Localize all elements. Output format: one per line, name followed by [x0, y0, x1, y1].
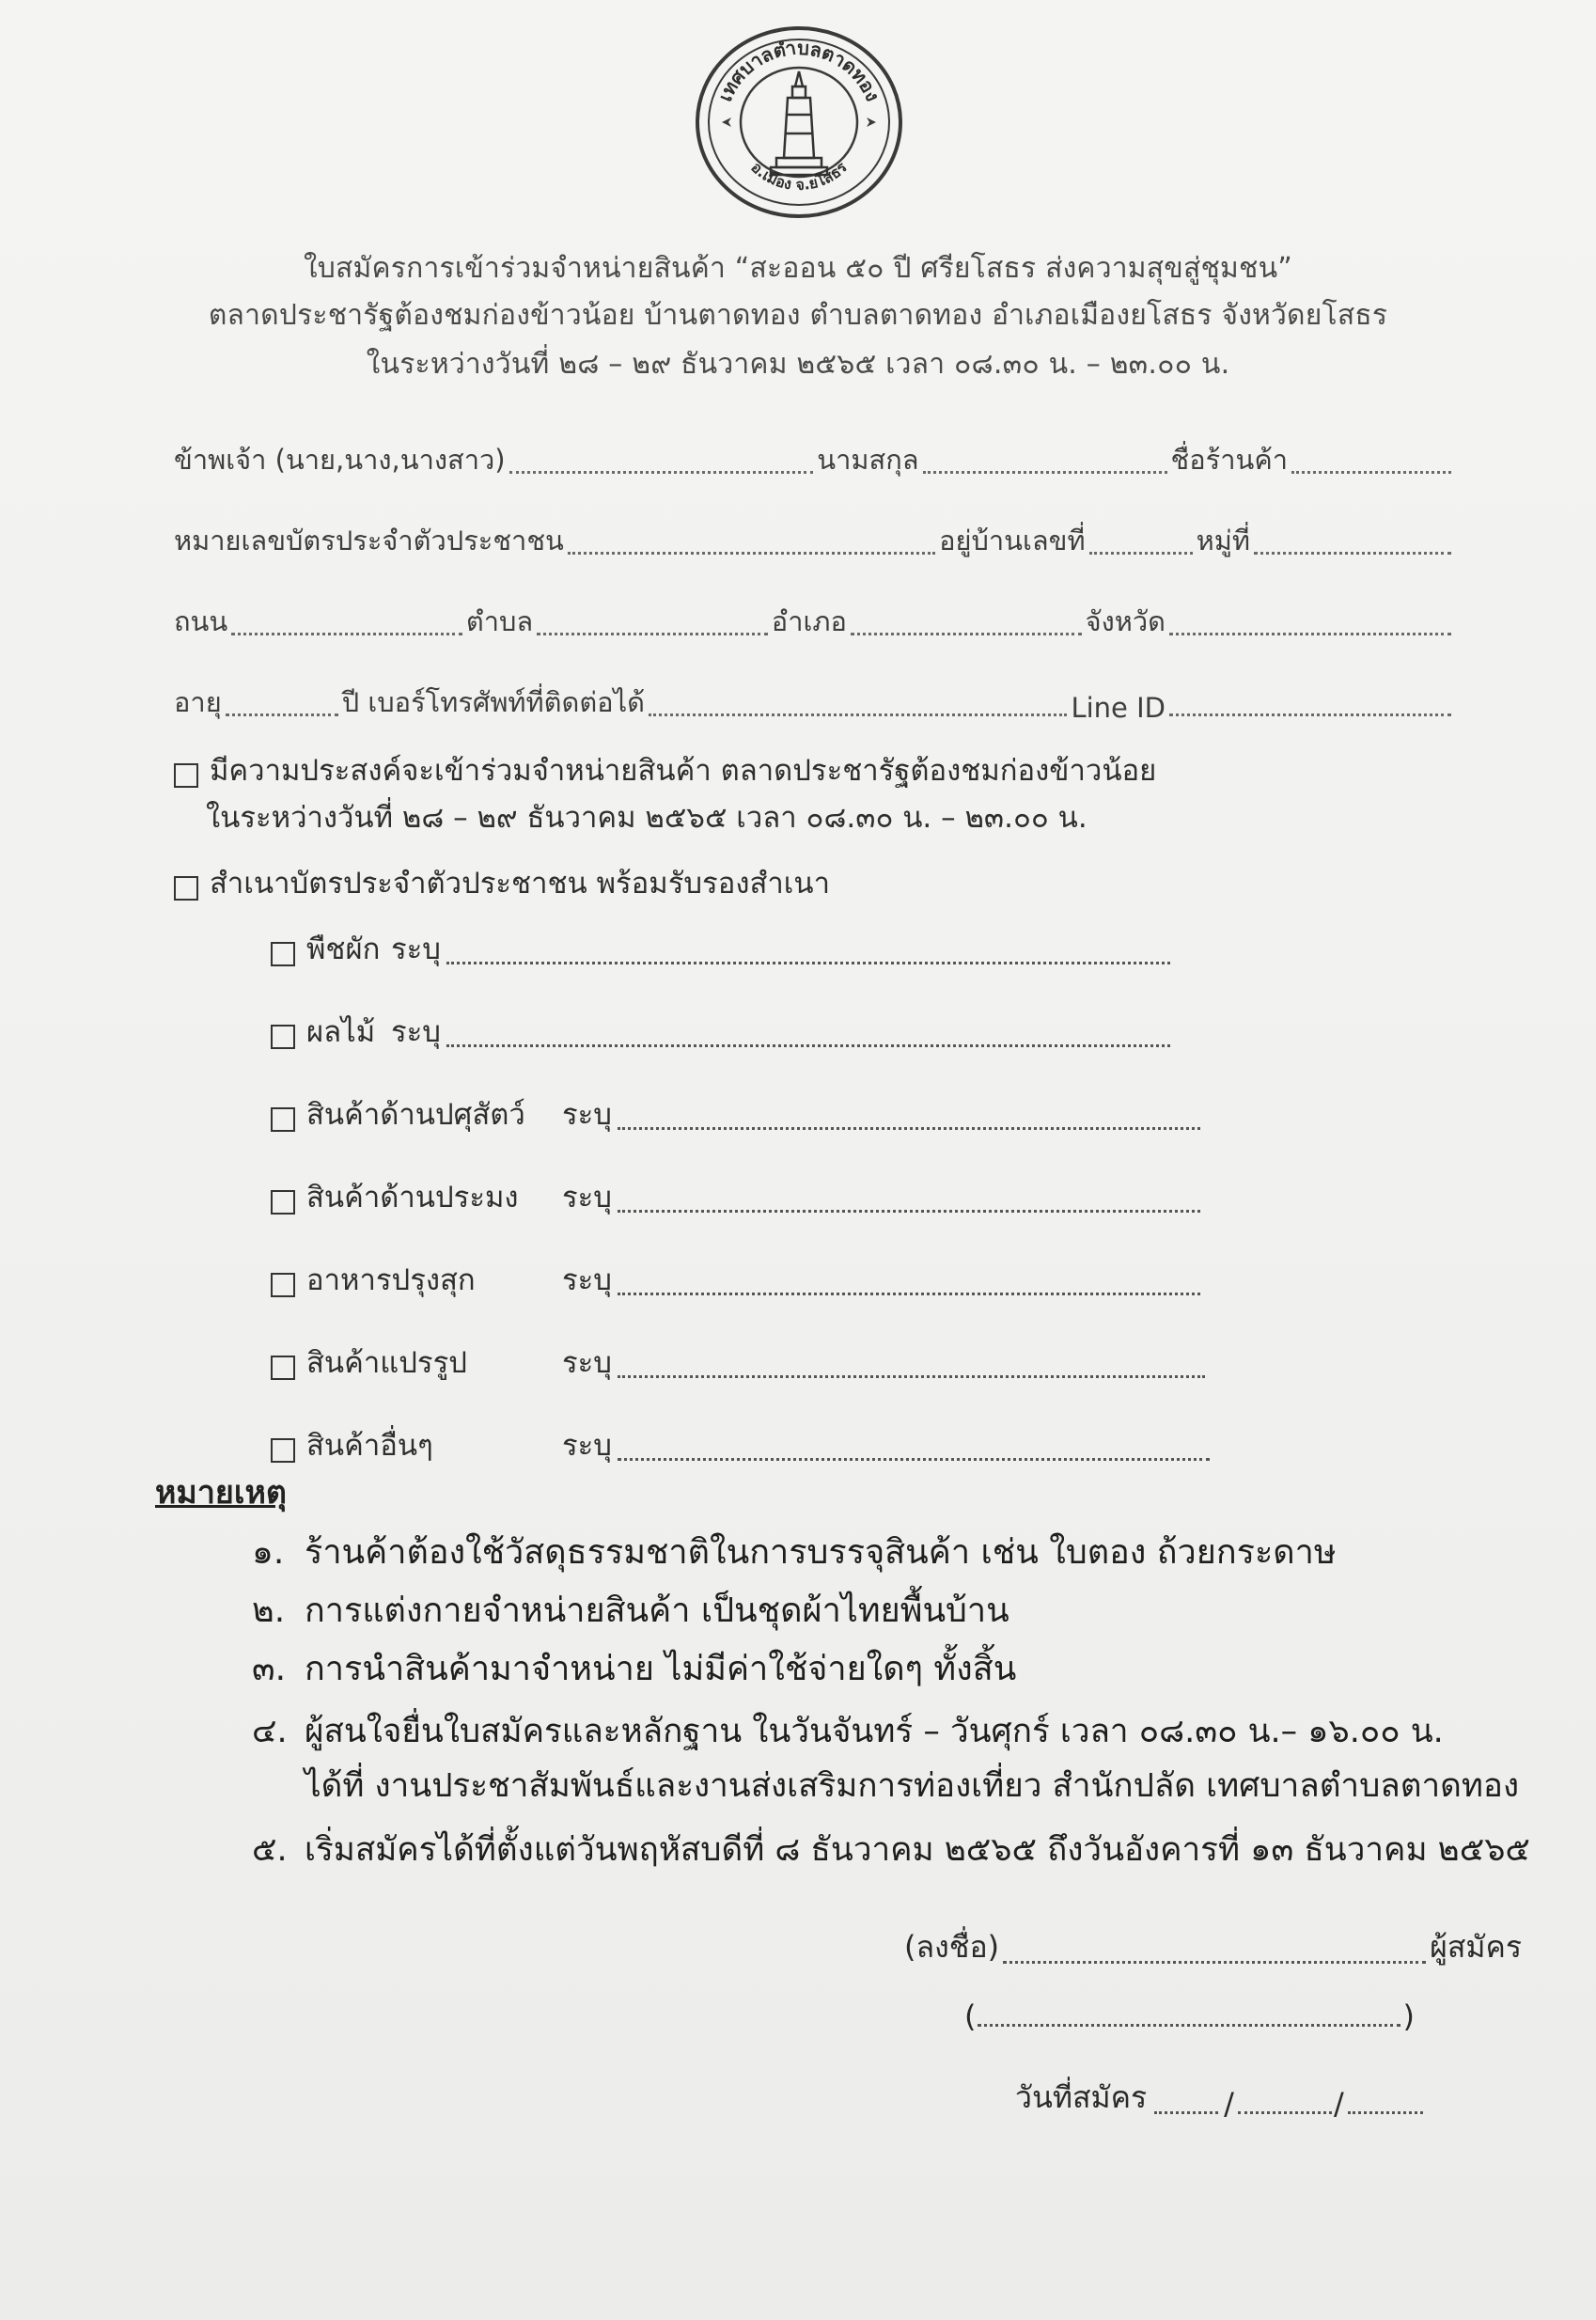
surname-field[interactable]: [923, 471, 1167, 474]
product-item: [271, 1421, 1210, 1468]
field-row-id: [174, 519, 1455, 562]
line-id-field[interactable]: [1169, 713, 1451, 716]
date-separator: /: [1224, 2086, 1234, 2122]
product-label: สินค้าอื่นๆ: [306, 1429, 433, 1463]
printed-name-line: [964, 1999, 1415, 2034]
product-checkbox[interactable]: [271, 1273, 295, 1297]
intent-text-line2: ในระหว่างวันที่ ๒๘ – ๒๙ ธันวาคม ๒๕๖๕ เวลา ๐๘.๓๐ น. – ๒๓.๐๐ น.: [206, 801, 1087, 835]
age-field[interactable]: [226, 713, 338, 716]
house-number-label: อยู่บ้านเลขที่: [939, 525, 1086, 556]
note-item: [252, 1583, 1009, 1637]
phone-label: ปี เบอร์โทรศัพท์ที่ติดต่อได้: [341, 686, 646, 718]
product-item: [271, 925, 1170, 972]
shop-name-label: ชื่อร้านค้า: [1170, 444, 1288, 476]
note-text: ร้านค้าต้องใช้วัสดุธรรมชาติในการบรรจุสินค้า เช่น ใบตอง ถ้วยกระดาษ: [305, 1533, 1337, 1572]
product-item: [271, 1008, 1170, 1055]
notes-title: หมายเหตุ: [155, 1474, 287, 1512]
id-copy-option: [174, 859, 830, 906]
road-field[interactable]: [231, 633, 462, 635]
note-item: [252, 1525, 1337, 1578]
field-row-name: [174, 438, 1455, 481]
paren-open: (: [964, 1999, 977, 2034]
note-item: [252, 1824, 1530, 1875]
form-title-line2: ตลาดประชารัฐต้องชมก่องข้าวน้อย บ้านตาดทอง ตำบลตาดทอง อำเภอเมืองยโสธร จังหวัดยโสธร: [208, 299, 1388, 332]
product-specify-field[interactable]: [446, 961, 1170, 964]
field-row-contact: [174, 681, 1455, 724]
road-label: ถนน: [174, 605, 228, 637]
surname-label: นามสกุล: [817, 444, 919, 476]
field-row-address: [174, 600, 1455, 643]
product-checkbox[interactable]: [271, 1190, 295, 1215]
note-text: ผู้สนใจยื่นใบสมัครและหลักฐาน ในวันจันทร์ – วันศุกร์ เวลา ๐๘.๓๐ น.– ๑๖.๐๐ น.: [305, 1713, 1444, 1750]
signature-suffix: ผู้สมัคร: [1430, 1929, 1523, 1965]
product-item: [271, 1339, 1205, 1386]
specify-label: ระบุ: [562, 1429, 612, 1463]
village-no-field[interactable]: [1254, 552, 1451, 555]
svg-text:อ.เมือง จ.ยโสธร: [747, 158, 851, 194]
province-field[interactable]: [1169, 633, 1451, 635]
product-label: สินค้าด้านปศุสัตว์: [306, 1098, 525, 1132]
application-date-label: วันที่สมัคร: [1015, 2079, 1148, 2115]
signature-line: [904, 1923, 1522, 1971]
note-text: การนำสินค้ามาจำหน่าย ไม่มีค่าใช้จ่ายใดๆ ทั้งสิ้น: [305, 1650, 1017, 1688]
printed-name-field[interactable]: [978, 2023, 1400, 2027]
product-specify-field[interactable]: [618, 1292, 1200, 1295]
intent-checkbox[interactable]: [174, 763, 198, 788]
note-text: การแต่งกายจำหน่ายสินค้า เป็นชุดผ้าไทยพื้นบ้าน: [305, 1591, 1009, 1630]
product-checkbox[interactable]: [271, 1107, 295, 1132]
product-checkbox[interactable]: [271, 1356, 295, 1380]
note-text: เริ่มสมัครได้ที่ตั้งแต่วันพฤหัสบดีที่ ๘ ธันวาคม ๒๕๖๕ ถึงวันอังคารที่ ๑๓ ธันวาคม ๒๕๖๕: [305, 1831, 1530, 1869]
intent-text-line1: มีความประสงค์จะเข้าร่วมจำหน่ายสินค้า ตลาดประชารัฐต้องชมก่องข้าวน้อย: [210, 754, 1157, 788]
application-date-line: [1015, 2074, 1423, 2122]
specify-label: ระบุ: [562, 1263, 612, 1297]
name-field[interactable]: [509, 471, 814, 474]
house-number-field[interactable]: [1089, 552, 1193, 555]
product-specify-field[interactable]: [446, 1043, 1170, 1047]
product-label: สินค้าด้านประมง: [306, 1181, 519, 1215]
form-title-line1: ใบสมัครการเข้าร่วมจำหน่ายสินค้า “สะออน ๕๐ ปี ศรียโสธร ส่งความสุขสู่ชุมชน”: [303, 252, 1293, 285]
note-item: [252, 1641, 1016, 1695]
district-field[interactable]: [851, 633, 1082, 635]
specify-label: ระบุ: [562, 1181, 612, 1215]
district-label: อำเภอ: [771, 605, 847, 637]
product-specify-field[interactable]: [618, 1457, 1210, 1461]
note-number: ๕.: [252, 1831, 288, 1869]
specify-label: ระบุ: [391, 933, 441, 966]
line-id-label: Line ID: [1071, 692, 1166, 724]
note-number: ๓.: [252, 1650, 287, 1688]
form-title-line3: ในระหว่างวันที่ ๒๘ – ๒๙ ธันวาคม ๒๕๖๕ เวลา ๐๘.๓๐ น. – ๒๓.๐๐ น.: [366, 348, 1230, 381]
id-card-label: หมายเลขบัตรประจำตัวประชาชน: [174, 525, 564, 556]
id-card-field[interactable]: [568, 552, 935, 555]
product-checkbox[interactable]: [271, 1025, 295, 1049]
intent-option: [174, 746, 1156, 793]
product-label: อาหารปรุงสุก: [306, 1263, 476, 1297]
note-number: ๔.: [252, 1713, 288, 1750]
product-label: ผลไม้: [306, 1015, 376, 1049]
note-number: ๒.: [252, 1591, 286, 1630]
signature-field[interactable]: [1003, 1960, 1426, 1964]
province-label: จังหวัด: [1085, 605, 1166, 637]
id-copy-text: สำเนาบัตรประจำตัวประชาชน พร้อมรับรองสำเนา: [210, 867, 830, 901]
product-checkbox[interactable]: [271, 942, 295, 966]
village-no-label: หมู่ที่: [1196, 525, 1250, 556]
age-label: อายุ: [174, 686, 222, 718]
note-continuation: ได้ที่ งานประชาสัมพันธ์และงานส่งเสริมการท่องเที่ยว สำนักปลัด เทศบาลตำบลตาดทอง: [305, 1767, 1520, 1805]
product-specify-field[interactable]: [618, 1374, 1205, 1378]
product-item: [271, 1090, 1200, 1137]
subdistrict-label: ตำบล: [465, 605, 534, 637]
paren-close: ): [1402, 1999, 1415, 2034]
date-day-field[interactable]: [1154, 2110, 1218, 2114]
specify-label: ระบุ: [562, 1346, 612, 1380]
date-year-field[interactable]: [1348, 2110, 1423, 2114]
product-item: [271, 1256, 1200, 1303]
product-label: พืชผัก: [306, 933, 381, 966]
specify-label: ระบุ: [391, 1015, 441, 1049]
phone-field[interactable]: [649, 713, 1067, 716]
note-item: [252, 1705, 1444, 1757]
seal-bottom-text: อ.เมือง จ.ยโสธร: [747, 158, 851, 195]
municipality-seal-icon: [686, 17, 912, 224]
intent-text-row2: [206, 793, 1087, 840]
product-item: [271, 1173, 1200, 1220]
product-specify-field[interactable]: [618, 1209, 1200, 1213]
signature-prefix: (ลงชื่อ): [904, 1929, 1000, 1965]
date-month-field[interactable]: [1238, 2110, 1332, 2114]
name-label: ข้าพเจ้า (นาย,นาง,นางสาว): [174, 444, 506, 476]
subdistrict-field[interactable]: [537, 633, 768, 635]
seal-top-text: เทศบาลตำบลตาดทอง: [713, 36, 884, 105]
id-copy-checkbox[interactable]: [174, 876, 198, 901]
date-separator: /: [1333, 2086, 1344, 2122]
product-checkbox[interactable]: [271, 1438, 295, 1463]
product-label: สินค้าแปรรูป: [306, 1346, 467, 1380]
shop-name-field[interactable]: [1291, 471, 1451, 474]
note-number: ๑.: [252, 1533, 285, 1572]
product-specify-field[interactable]: [618, 1126, 1200, 1130]
specify-label: ระบุ: [562, 1098, 612, 1132]
